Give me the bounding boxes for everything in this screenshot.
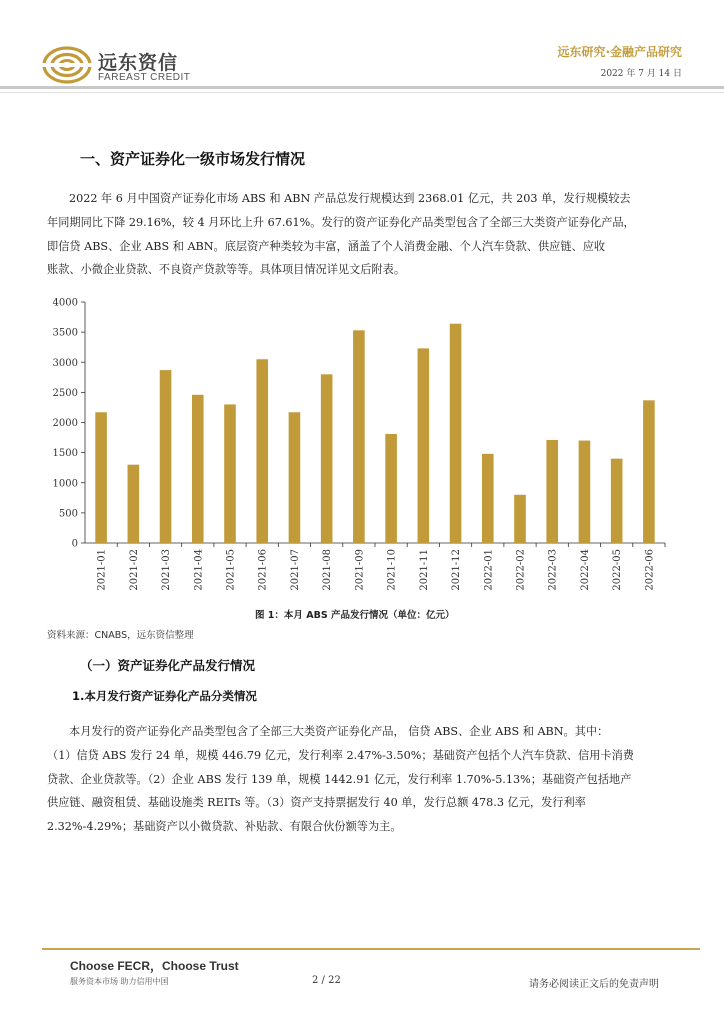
x-tick-label: 2021-04 [193,549,205,591]
report-date: 2022 年 7 月 14 日 [600,69,682,79]
x-tick-label: 2021-12 [451,549,463,591]
bar [224,404,236,543]
footer-tagline: 服务资本市场 助力信用中国 [70,977,169,986]
brand-name-en: FAREAST CREDIT [98,72,191,83]
abs-issuance-bar-chart [40,290,680,600]
paragraph-line: 年同期同比下降 29.16%，较 4 月环比上升 67.61%。发行的资产证券化产品类型包含了全部三大类资产证券化产品， [47,215,635,229]
x-tick-label: 2021-11 [418,549,430,591]
bar [579,441,591,543]
brand-name-cn: 远东资信 [98,52,179,74]
section-title: 一、资产证券化一级市场发行情况 [80,150,306,168]
report-series: 远东研究·金融产品研究 [557,45,682,59]
bar [128,465,140,543]
x-tick-label: 2022-06 [644,549,656,591]
bar [418,348,430,543]
subsection-subtitle: 1.本月发行资产证券化产品分类情况 [72,689,257,703]
x-tick-label: 2021-02 [128,549,140,591]
paragraph-line: 即信贷 ABS、企业 ABS 和 ABN。底层资产种类较为丰富，涵盖了个人消费金融、个人汽车贷款、供应链、应收 [47,239,606,253]
y-tick-label: 500 [58,508,78,520]
x-tick-label: 2021-08 [322,549,334,591]
subsection-paragraph [47,720,687,839]
y-tick-label: 2000 [52,418,78,429]
bar [192,395,204,543]
x-tick-label: 2021-05 [225,549,237,591]
y-tick-label: 1000 [52,478,78,490]
x-tick-label: 2021-03 [161,549,173,591]
header-divider [0,86,724,89]
footer-divider [42,948,700,950]
paragraph-line: 本月发行的资产证券化产品类型包含了全部三大类资产证券化产品， 信贷 ABS、企业 ABS 和 ABN。其中： [69,725,609,738]
paragraph-line: 账款、小微企业贷款、不良资产贷款等等。具体项目情况详见文后附表。 [47,263,406,277]
x-tick-label: 2022-05 [612,549,624,591]
footer-slogan: Choose FECR，Choose Trust [70,959,239,973]
paragraph-line: （1）信贷 ABS 发行 24 单，规模 446.79 亿元，发行利率 2.47%-3.50%；基础资产包括个人汽车贷款、信用卡消费 [47,748,634,762]
header [0,0,724,95]
bar [289,412,301,543]
y-tick-label: 3500 [52,327,78,339]
paragraph-line: 贷款、企业贷款等。（2）企业 ABS 发行 139 单，规模 1442.91 亿元，发行利率 1.70%-5.13%；基础资产包括地产 [47,772,632,786]
figure-caption: 图 1：本月 ABS 产品发行情况（单位：亿元） [255,610,455,621]
x-tick-label: 2021-09 [354,549,366,591]
bar [450,324,462,543]
bar [482,454,494,543]
bar [514,495,526,543]
bar [95,412,107,543]
x-tick-label: 2022-04 [579,549,591,591]
y-tick-label: 0 [71,538,78,550]
x-tick-label: 2021-07 [289,549,301,591]
bar [643,400,655,543]
y-tick-label: 3000 [52,357,78,369]
figure-source: 资料来源：CNABS，远东资信整理 [47,630,194,641]
subsection-title: （一）资产证券化产品发行情况 [80,658,256,673]
x-tick-label: 2022-01 [483,549,495,591]
bar [546,440,558,543]
x-tick-label: 2021-01 [96,549,108,591]
x-tick-label: 2021-10 [386,549,398,591]
y-tick-label: 4000 [52,297,78,309]
bar [256,359,268,543]
x-tick-label: 2021-06 [257,549,269,591]
bar [353,330,365,543]
header-divider-light [0,92,724,93]
page-number: 2 / 22 [312,975,341,986]
bar [611,459,623,543]
paragraph-line: 2.32%-4.29%；基础资产以小微贷款、补贴款、有限合伙份额等为主。 [47,820,402,834]
section-paragraph [47,187,687,282]
y-tick-label: 2500 [52,387,78,399]
footer-disclaimer: 请务必阅读正文后的免责声明 [529,979,659,990]
bar [160,370,172,543]
bar [385,434,397,543]
fareast-logo-icon [42,46,92,84]
paragraph-line: 2022 年 6 月中国资产证券化市场 ABS 和 ABN 产品总发行规模达到 2368.01 亿元，共 203 单，发行规模较去 [69,192,631,205]
bar [321,374,333,543]
x-tick-label: 2022-03 [547,549,559,591]
paragraph-line: 供应链、融资租赁、基础设施类 REITs 等。（3）资产支持票据发行 40 单，发行总额 478.3 亿元，发行利率 [47,796,586,810]
x-tick-label: 2022-02 [515,549,527,591]
y-tick-label: 1500 [52,448,78,460]
